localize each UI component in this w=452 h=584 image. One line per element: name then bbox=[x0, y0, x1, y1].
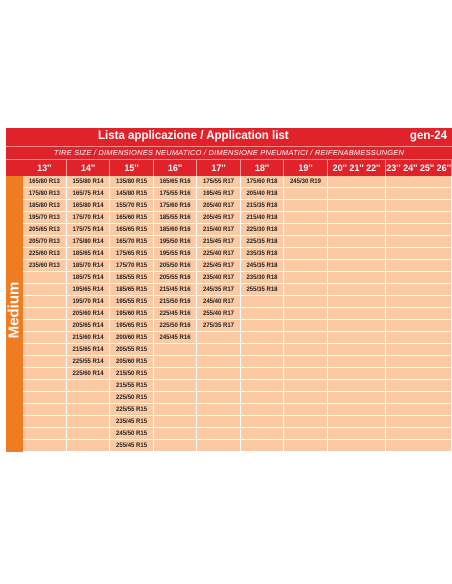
tire-size-cell: 225/45 R16 bbox=[153, 308, 196, 320]
tire-size-cell: 175/65 R15 bbox=[110, 248, 153, 260]
tire-size-cell bbox=[197, 392, 240, 404]
table-row bbox=[23, 392, 452, 404]
table-row bbox=[23, 236, 452, 248]
table-row bbox=[23, 320, 452, 332]
tire-size-cell bbox=[386, 284, 452, 296]
tire-size-cell: 185/55 R16 bbox=[153, 212, 196, 224]
tire-size-cell: 225/55 R14 bbox=[66, 356, 109, 368]
table-row bbox=[23, 260, 452, 272]
category-label: Medium bbox=[5, 281, 23, 339]
tire-size-cell: 175/70 R14 bbox=[66, 212, 109, 224]
tire-size-cell bbox=[240, 404, 283, 416]
tire-size-cell: 185/75 R14 bbox=[66, 272, 109, 284]
tire-size-cell bbox=[327, 428, 386, 440]
tire-size-cell: 245/50 R15 bbox=[110, 428, 153, 440]
tire-size-cell bbox=[23, 284, 66, 296]
tire-size-cell bbox=[66, 392, 109, 404]
tire-size-cell bbox=[386, 404, 452, 416]
tire-size-cell: 165/60 R15 bbox=[110, 212, 153, 224]
tire-size-cell: 225/60 R14 bbox=[66, 368, 109, 380]
column-header: 16'' bbox=[153, 160, 196, 176]
tire-size-cell: 165/75 R14 bbox=[66, 188, 109, 200]
tire-size-cell bbox=[327, 200, 386, 212]
tire-size-cell bbox=[386, 260, 452, 272]
tire-size-cell bbox=[284, 320, 327, 332]
tire-size-cell bbox=[240, 440, 283, 452]
tire-size-cell bbox=[23, 428, 66, 440]
tire-size-cell: 245/35 R17 bbox=[197, 284, 240, 296]
table-row bbox=[23, 212, 452, 224]
tire-size-cell bbox=[284, 260, 327, 272]
tire-size-cell bbox=[284, 308, 327, 320]
tire-size-cell bbox=[327, 284, 386, 296]
tire-size-cell: 215/60 R14 bbox=[66, 332, 109, 344]
tire-size-cell: 215/45 R17 bbox=[197, 236, 240, 248]
tire-size-cell bbox=[23, 272, 66, 284]
tire-size-cell bbox=[284, 368, 327, 380]
tire-size-cell bbox=[327, 368, 386, 380]
tire-size-cell bbox=[327, 320, 386, 332]
tire-size-cell bbox=[386, 392, 452, 404]
tire-size-cell: 195/55 R16 bbox=[153, 248, 196, 260]
tire-size-cell: 155/80 R14 bbox=[66, 176, 109, 188]
tire-size-cell bbox=[197, 428, 240, 440]
table-row bbox=[23, 344, 452, 356]
tire-size-cell: 185/65 R15 bbox=[110, 284, 153, 296]
tire-size-cell: 195/60 R15 bbox=[110, 308, 153, 320]
tire-size-cell bbox=[284, 356, 327, 368]
table-body bbox=[23, 176, 452, 452]
tire-size-cell bbox=[23, 392, 66, 404]
tire-size-cell bbox=[386, 320, 452, 332]
tire-size-cell bbox=[327, 344, 386, 356]
tire-size-cell bbox=[327, 440, 386, 452]
tire-size-cell bbox=[386, 416, 452, 428]
tire-size-cell bbox=[153, 440, 196, 452]
tire-size-cell bbox=[327, 260, 386, 272]
tire-size-cell bbox=[284, 344, 327, 356]
tire-size-cell bbox=[386, 356, 452, 368]
table-row bbox=[23, 428, 452, 440]
tire-size-cell bbox=[386, 188, 452, 200]
tire-size-cell: 205/65 R14 bbox=[66, 320, 109, 332]
tire-size-cell bbox=[327, 212, 386, 224]
tire-size-cell: 255/45 R15 bbox=[110, 440, 153, 452]
tire-size-cell bbox=[66, 416, 109, 428]
tire-size-cell bbox=[284, 248, 327, 260]
tire-size-cell: 205/70 R13 bbox=[23, 236, 66, 248]
table-row bbox=[23, 176, 452, 188]
tire-size-cell bbox=[386, 236, 452, 248]
tire-size-cell: 195/65 R14 bbox=[66, 284, 109, 296]
table-row bbox=[23, 248, 452, 260]
tire-size-cell bbox=[240, 380, 283, 392]
table-row bbox=[23, 296, 452, 308]
tire-size-cell: 255/40 R17 bbox=[197, 308, 240, 320]
tire-size-cell: 185/55 R15 bbox=[110, 272, 153, 284]
tire-size-cell bbox=[23, 404, 66, 416]
tire-size-cell: 175/60 R18 bbox=[240, 176, 283, 188]
tire-size-cell bbox=[153, 416, 196, 428]
table-row bbox=[23, 272, 452, 284]
tire-size-cell: 225/40 R17 bbox=[197, 248, 240, 260]
application-list-sheet bbox=[6, 128, 452, 452]
tire-size-cell bbox=[386, 308, 452, 320]
tire-size-cell: 215/65 R14 bbox=[66, 344, 109, 356]
column-header: 14'' bbox=[66, 160, 109, 176]
tire-size-cell bbox=[284, 332, 327, 344]
tire-size-cell bbox=[240, 368, 283, 380]
table-row bbox=[23, 356, 452, 368]
tire-size-cell: 165/65 R16 bbox=[153, 176, 196, 188]
tire-size-cell bbox=[153, 356, 196, 368]
tire-size-cell: 175/60 R16 bbox=[153, 200, 196, 212]
tire-size-cell: 225/60 R13 bbox=[23, 248, 66, 260]
tire-size-cell bbox=[284, 188, 327, 200]
tire-size-cell bbox=[327, 392, 386, 404]
size-grid bbox=[6, 160, 452, 452]
tire-size-cell: 245/40 R17 bbox=[197, 296, 240, 308]
tire-size-cell bbox=[284, 296, 327, 308]
tire-size-cell bbox=[240, 356, 283, 368]
tire-size-cell bbox=[386, 344, 452, 356]
tire-size-cell bbox=[386, 296, 452, 308]
tire-size-cell bbox=[66, 428, 109, 440]
tire-size-cell: 185/80 R13 bbox=[23, 200, 66, 212]
tire-size-cell: 195/70 R14 bbox=[66, 296, 109, 308]
page-title: Lista applicazione / Application list bbox=[98, 130, 289, 142]
tire-size-cell bbox=[327, 188, 386, 200]
tire-size-cell: 245/30 R19 bbox=[284, 176, 327, 188]
tire-size-cell bbox=[386, 332, 452, 344]
tire-size-cell: 215/45 R16 bbox=[153, 284, 196, 296]
tire-size-cell: 175/70 R15 bbox=[110, 260, 153, 272]
column-header: 13'' bbox=[23, 160, 66, 176]
table-row bbox=[23, 200, 452, 212]
tire-size-cell: 185/65 R14 bbox=[66, 248, 109, 260]
tire-size-cell bbox=[284, 212, 327, 224]
tire-size-cell: 185/60 R16 bbox=[153, 224, 196, 236]
tire-size-cell bbox=[153, 404, 196, 416]
tire-size-cell bbox=[66, 380, 109, 392]
tire-size-cell bbox=[66, 404, 109, 416]
tire-size-cell: 175/75 R14 bbox=[66, 224, 109, 236]
tire-size-cell: 205/60 R14 bbox=[66, 308, 109, 320]
tire-size-cell bbox=[327, 296, 386, 308]
tire-size-cell bbox=[23, 320, 66, 332]
table-row bbox=[23, 440, 452, 452]
category-sidebar bbox=[6, 160, 23, 452]
tire-size-table bbox=[23, 160, 452, 452]
tire-size-cell bbox=[197, 332, 240, 344]
tire-size-cell bbox=[284, 416, 327, 428]
tire-size-cell bbox=[153, 380, 196, 392]
tire-size-cell: 235/30 R18 bbox=[240, 272, 283, 284]
tire-size-cell: 235/45 R15 bbox=[110, 416, 153, 428]
column-header: 19'' bbox=[284, 160, 327, 176]
tire-size-cell bbox=[327, 236, 386, 248]
tire-size-cell: 215/40 R17 bbox=[197, 224, 240, 236]
tire-size-cell bbox=[197, 416, 240, 428]
tire-size-cell bbox=[153, 368, 196, 380]
tire-size-cell: 195/50 R16 bbox=[153, 236, 196, 248]
tire-size-cell bbox=[153, 344, 196, 356]
column-header-row bbox=[23, 160, 452, 176]
tire-size-cell bbox=[197, 404, 240, 416]
tire-size-cell bbox=[386, 380, 452, 392]
column-header: 23'' 24'' 25'' 26'' bbox=[386, 160, 452, 176]
tire-size-cell bbox=[386, 176, 452, 188]
tire-size-cell bbox=[197, 356, 240, 368]
tire-size-cell bbox=[386, 212, 452, 224]
tire-size-cell bbox=[284, 428, 327, 440]
tire-size-cell: 215/50 R15 bbox=[110, 368, 153, 380]
table-row bbox=[23, 308, 452, 320]
tire-size-cell: 215/35 R18 bbox=[240, 200, 283, 212]
tire-size-cell bbox=[240, 344, 283, 356]
tire-size-cell: 245/45 R16 bbox=[153, 332, 196, 344]
tire-size-cell bbox=[23, 440, 66, 452]
tire-size-cell bbox=[240, 416, 283, 428]
tire-size-cell: 205/65 R13 bbox=[23, 224, 66, 236]
tire-size-cell: 275/35 R17 bbox=[197, 320, 240, 332]
column-header: 15'' bbox=[110, 160, 153, 176]
tire-size-cell bbox=[240, 392, 283, 404]
tire-size-cell: 205/45 R17 bbox=[197, 212, 240, 224]
tire-size-cell bbox=[386, 428, 452, 440]
tire-size-cell bbox=[197, 380, 240, 392]
table-row bbox=[23, 188, 452, 200]
tire-size-cell bbox=[284, 224, 327, 236]
tire-size-cell bbox=[284, 272, 327, 284]
tire-size-cell: 175/80 R13 bbox=[23, 188, 66, 200]
tire-size-cell bbox=[386, 272, 452, 284]
tire-size-cell: 195/65 R15 bbox=[110, 320, 153, 332]
tire-size-cell bbox=[284, 284, 327, 296]
generation-label: gen-24 bbox=[409, 130, 447, 142]
tire-size-cell bbox=[23, 296, 66, 308]
tire-size-cell bbox=[23, 332, 66, 344]
tire-size-cell bbox=[386, 368, 452, 380]
tire-size-cell bbox=[284, 380, 327, 392]
tire-size-cell: 205/55 R16 bbox=[153, 272, 196, 284]
tire-size-cell: 205/60 R15 bbox=[110, 356, 153, 368]
tire-size-cell bbox=[23, 308, 66, 320]
tire-size-cell bbox=[284, 392, 327, 404]
tire-size-cell bbox=[327, 356, 386, 368]
tire-size-cell: 195/55 R15 bbox=[110, 296, 153, 308]
tire-size-cell: 195/45 R17 bbox=[197, 188, 240, 200]
tire-size-cell: 205/55 R15 bbox=[110, 344, 153, 356]
tire-size-cell: 205/40 R18 bbox=[240, 188, 283, 200]
tire-size-cell: 200/60 R15 bbox=[110, 332, 153, 344]
tire-size-cell: 205/40 R17 bbox=[197, 200, 240, 212]
tire-size-cell: 215/40 R18 bbox=[240, 212, 283, 224]
tire-size-cell bbox=[327, 248, 386, 260]
tire-size-cell bbox=[327, 224, 386, 236]
table-row bbox=[23, 284, 452, 296]
tire-size-cell bbox=[386, 440, 452, 452]
tire-size-cell: 215/50 R16 bbox=[153, 296, 196, 308]
tire-size-cell bbox=[66, 440, 109, 452]
tire-size-cell bbox=[153, 428, 196, 440]
tire-size-cell: 225/35 R18 bbox=[240, 236, 283, 248]
column-header: 20'' 21'' 22'' bbox=[327, 160, 386, 176]
tire-size-cell: 225/50 R16 bbox=[153, 320, 196, 332]
tire-size-cell bbox=[386, 224, 452, 236]
tire-size-cell: 175/80 R14 bbox=[66, 236, 109, 248]
tire-size-cell bbox=[197, 440, 240, 452]
tire-size-cell bbox=[197, 368, 240, 380]
tire-size-cell: 185/70 R14 bbox=[66, 260, 109, 272]
tire-size-cell: 205/50 R16 bbox=[153, 260, 196, 272]
tire-size-cell bbox=[197, 344, 240, 356]
title-bar bbox=[6, 128, 452, 147]
tire-size-cell: 225/55 R15 bbox=[110, 404, 153, 416]
tire-size-cell bbox=[23, 356, 66, 368]
tire-size-cell bbox=[284, 236, 327, 248]
tire-size-cell bbox=[327, 176, 386, 188]
tire-size-cell bbox=[327, 332, 386, 344]
tire-size-cell: 165/80 R14 bbox=[66, 200, 109, 212]
tire-size-cell: 225/30 R18 bbox=[240, 224, 283, 236]
tire-size-cell: 225/45 R17 bbox=[197, 260, 240, 272]
tire-size-cell: 175/55 R17 bbox=[197, 176, 240, 188]
subtitle: TIRE SIZE / DIMENSIONES NEUMATICO / DIMENSIONE PNEUMATICI / REIFENABMESSUNGEN bbox=[6, 147, 452, 160]
tire-size-cell: 245/35 R18 bbox=[240, 260, 283, 272]
tire-size-cell bbox=[386, 200, 452, 212]
tire-size-cell bbox=[153, 392, 196, 404]
tire-size-cell bbox=[327, 272, 386, 284]
tire-size-cell bbox=[23, 416, 66, 428]
tire-size-cell: 235/60 R13 bbox=[23, 260, 66, 272]
tire-size-cell: 195/70 R13 bbox=[23, 212, 66, 224]
tire-size-cell bbox=[240, 320, 283, 332]
tire-size-cell: 235/40 R17 bbox=[197, 272, 240, 284]
tire-size-cell: 145/80 R15 bbox=[110, 188, 153, 200]
tire-size-cell bbox=[284, 404, 327, 416]
tire-size-cell bbox=[327, 380, 386, 392]
tire-size-cell bbox=[327, 416, 386, 428]
tire-size-cell bbox=[240, 308, 283, 320]
tire-size-cell bbox=[327, 404, 386, 416]
tire-size-cell bbox=[23, 380, 66, 392]
tire-size-cell bbox=[284, 440, 327, 452]
column-header: 17'' bbox=[197, 160, 240, 176]
table-row bbox=[23, 368, 452, 380]
table-row bbox=[23, 416, 452, 428]
tire-size-cell bbox=[327, 308, 386, 320]
tire-size-cell: 235/35 R18 bbox=[240, 248, 283, 260]
tire-size-cell bbox=[386, 248, 452, 260]
tire-size-cell: 225/50 R15 bbox=[110, 392, 153, 404]
tire-size-cell bbox=[240, 428, 283, 440]
column-header: 18'' bbox=[240, 160, 283, 176]
tire-size-cell: 135/80 R15 bbox=[110, 176, 153, 188]
tire-size-cell: 165/65 R15 bbox=[110, 224, 153, 236]
tire-size-cell: 175/55 R16 bbox=[153, 188, 196, 200]
table-row bbox=[23, 404, 452, 416]
tire-size-cell: 255/35 R18 bbox=[240, 284, 283, 296]
table-row bbox=[23, 332, 452, 344]
tire-size-cell: 165/80 R13 bbox=[23, 176, 66, 188]
tire-size-cell bbox=[240, 296, 283, 308]
tire-size-cell bbox=[240, 332, 283, 344]
tire-size-cell bbox=[23, 344, 66, 356]
tire-size-cell: 165/70 R15 bbox=[110, 236, 153, 248]
tire-size-cell: 155/70 R15 bbox=[110, 200, 153, 212]
table-row bbox=[23, 224, 452, 236]
tire-size-cell: 215/55 R15 bbox=[110, 380, 153, 392]
table-row bbox=[23, 380, 452, 392]
tire-size-cell bbox=[23, 368, 66, 380]
tire-size-cell bbox=[284, 200, 327, 212]
